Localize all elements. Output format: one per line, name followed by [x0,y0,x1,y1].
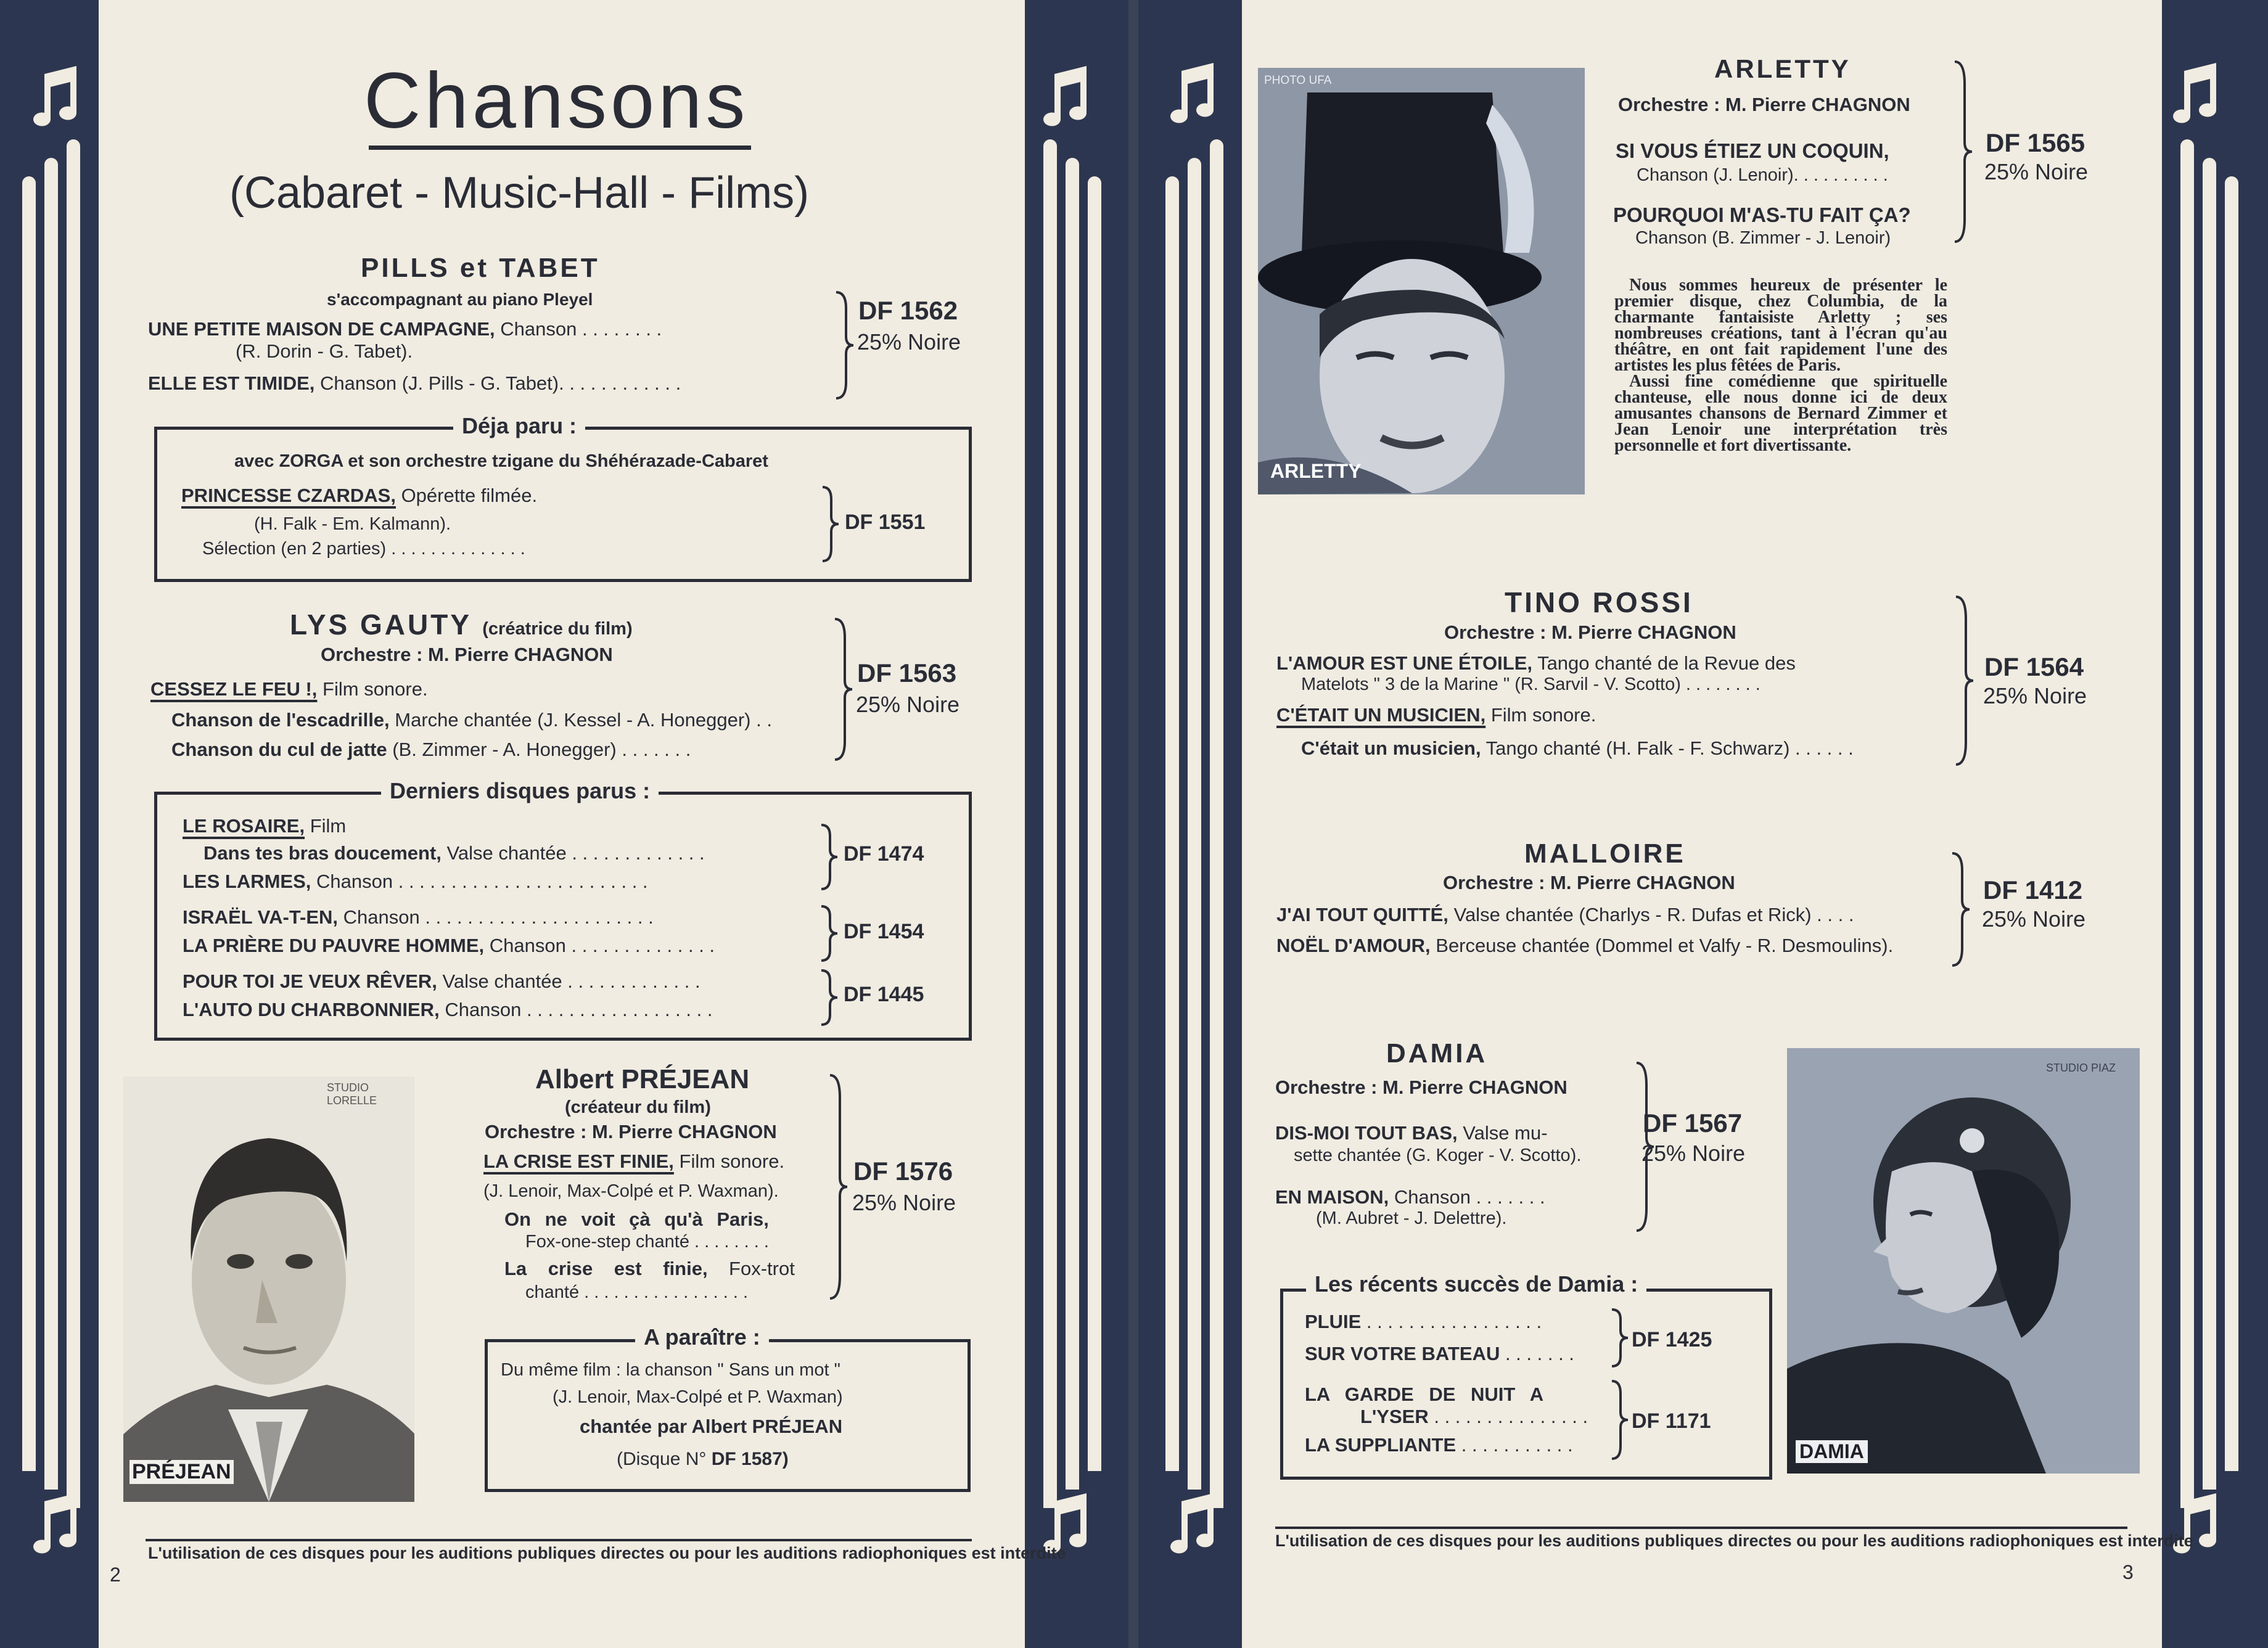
disc-price: 25% Noire [1982,906,2086,932]
orchestra-line: Orchestre : M. Pierre CHAGNON [1275,1076,1567,1098]
disc-price: 25% Noire [1983,683,2087,708]
track-line: ELLE EST TIMIDE, Chanson (J. Pills - G. Tabet). . . . . . . . . . . . [148,372,681,394]
page-heading: Chansons [364,57,749,145]
brace [1951,594,1976,767]
track-line: EN MAISON, Chanson . . . . . . . [1275,1186,1545,1208]
music-note-icon [1163,1492,1218,1560]
box-line: Du même film : la chanson " Sans un mot " [501,1360,840,1380]
brace [818,904,840,963]
photo-credit: STUDIO LORELLE [327,1081,377,1107]
disc-number: DF 1563 [857,658,957,687]
artist-heading: PILLS et TABET [361,253,600,283]
brace [1950,59,1974,244]
track-line: SUR VOTRE BATEAU . . . . . . . [1305,1343,1574,1364]
artist-subtitle: s'accompagnant au piano Pleyel [327,290,593,309]
damia-photo [1787,1048,2140,1474]
track-line: UNE PETITE MAISON DE CAMPAGNE, Chanson . . . . . . . . [148,318,662,340]
music-note-icon [1163,62,1218,129]
footer-rule [146,1539,972,1541]
spine [1128,0,1138,1648]
track-credits: Matelots " 3 de la Marine " (R. Sarvil - V. Scotto) . . . . . . . . [1301,674,1761,694]
brace [831,290,856,401]
box-header: A paraître : [635,1324,769,1350]
artist-note: (créateur du film) [565,1097,711,1117]
track-line: On ne voit çà qu'à Paris, [504,1208,769,1230]
track-credits: (M. Aubret - J. Delettre). [1316,1208,1507,1228]
track-credits: (H. Falk - Em. Kalmann). [254,514,451,534]
orchestra-line: Orchestre : M. Pierre CHAGNON [485,1121,777,1142]
brace [830,617,855,762]
disc-number: DF 1171 [1632,1409,1711,1433]
track-line: LA CRISE EST FINIE, Film sonore. [483,1150,785,1172]
track-line: PRINCESSE CZARDAS, Opérette filmée. [181,485,538,506]
track-line: Dans tes bras doucement, Valse chantée . . . . . . . . . . . . . [203,842,705,864]
disc-number: DF 1454 [844,920,924,943]
artist-heading: DAMIA [1386,1038,1488,1068]
portrait-image [1787,1048,2140,1474]
music-note-icon [1036,65,1091,133]
footer-notice: L'utilisation de ces disques pour les auditions publiques directes ou pour les auditions radiophoniques est interdite [148,1544,1066,1562]
disc-number: DF 1562 [858,296,958,325]
box-line: (Disque N° DF 1587) [617,1449,789,1469]
brace [1947,851,1972,968]
page-number: 2 [110,1564,121,1586]
disc-price: 25% Noire [1641,1141,1746,1166]
brace [818,968,840,1027]
artist-heading: MALLOIRE [1524,838,1686,869]
disc-price: 25% Noire [856,692,960,717]
box-intro: avec ZORGA et son orchestre tzigane du Shéhérazade-Cabaret [234,451,768,471]
track-line: Sélection (en 2 parties) . . . . . . . . . . . . . . [202,539,525,559]
heading-underline [369,146,751,150]
right-band-inner [1138,0,1242,1648]
disc-number: DF 1576 [853,1157,953,1186]
disc-number: DF 1412 [1983,875,2083,904]
brace [1608,1307,1630,1369]
track-line: Chanson de l'escadrille, Marche chantée (J. Kessel - A. Honegger) . . [171,709,772,731]
disc-number: DF 1425 [1632,1328,1712,1351]
track-line: L'AMOUR EST UNE ÉTOILE, Tango chanté de la Revue des [1276,652,1796,674]
disc-number: DF 1445 [844,983,924,1006]
orchestra-line: Orchestre : M. Pierre CHAGNON [1443,872,1735,893]
arletty-blurb: Nous sommes heureux de présenter le premier disque, chez Columbia, de la charmante fantaisiste Arletty ; ses nombreuses créations, tant à l'écran qu'au théâtre, en ont fait rapidement l'une des artistes les plus fêtées de Paris. Aussi fine comédienne que spirituelle chanteuse, elle nous donne ici de deux amusantes chansons de Bernard Zimmer et Jean Lenoir une interprétation très personnelle et fort divertissante. [1614,276,1947,455]
disc-number: DF 1551 [845,510,926,534]
track-line: LE ROSAIRE, Film [183,815,347,837]
photo-caption: PRÉJEAN [129,1460,234,1484]
photo-caption: DAMIA [1796,1440,1868,1463]
track-line: PLUIE . . . . . . . . . . . . . . . . . [1305,1311,1542,1332]
artist-heading: Albert PRÉJEAN [535,1064,750,1094]
right-page [1138,0,2268,1648]
box-header: Déja paru : [453,413,585,439]
box-header: Derniers disques parus : [381,778,659,804]
box-header: Les récents succès de Damia : [1306,1271,1646,1297]
photo-credit: PHOTO UFA [1264,74,1332,87]
disc-number: DF 1565 [1986,128,2085,157]
page-number: 3 [2122,1561,2134,1583]
track-credits: (J. Lenoir, Max-Colpé et P. Waxman). [483,1181,779,1201]
track-credits: Chanson (B. Zimmer - J. Lenoir) [1635,228,1891,248]
disc-price: 25% Noire [857,329,961,355]
left-band-inner [1025,0,1128,1648]
track-line: L'YSER . . . . . . . . . . . . . . . [1360,1406,1588,1427]
track-line: Fox-one-step chanté . . . . . . . . [525,1232,769,1252]
track-line: DIS-MOI TOUT BAS, Valse mu- [1275,1122,1548,1144]
track-line: chanté . . . . . . . . . . . . . . . . . [525,1282,749,1302]
portrait-image [1258,68,1585,494]
photo-credit: STUDIO PIAZ [2046,1062,2116,1074]
orchestra-line: Orchestre : M. Pierre CHAGNON [1618,94,1910,115]
track-line: C'était un musicien, Tango chanté (H. Falk - F. Schwarz) . . . . . . [1301,737,1854,759]
brace [819,485,841,564]
box-line: chantée par Albert PRÉJEAN [580,1416,843,1437]
track-credits: Chanson (J. Lenoir). . . . . . . . . . [1637,165,1888,185]
music-note-icon [26,65,81,133]
artist-heading: ARLETTY [1714,54,1851,83]
track-line: C'ÉTAIT UN MUSICIEN, Film sonore. [1276,704,1596,726]
artist-heading: LYS GAUTY (créatrice du film) [290,609,633,641]
orchestra-line: Orchestre : M. Pierre CHAGNON [1444,621,1736,643]
track-credits: (R. Dorin - G. Tabet). [236,340,413,362]
orchestra-line: Orchestre : M. Pierre CHAGNON [321,644,613,665]
music-note-icon [26,1492,81,1560]
disc-price: 25% Noire [852,1190,956,1215]
track-line: ISRAËL VA-T-EN, Chanson . . . . . . . . . . . . . . . . . . . . . . [183,906,654,928]
page-subheading: (Cabaret - Music-Hall - Films) [229,168,810,218]
music-note-icon [2166,62,2221,129]
portrait-image [123,1076,414,1502]
right-band-outer [2162,0,2268,1648]
box-line: (J. Lenoir, Max-Colpé et P. Waxman) [553,1387,843,1407]
track-line: J'AI TOUT QUITTÉ, Valse chantée (Charlys - R. Dufas et Rick) . . . . [1276,904,1854,925]
brace [818,822,840,892]
track-line: LA GARDE DE NUIT A [1305,1384,1544,1405]
disc-number: DF 1474 [844,842,924,866]
brace [825,1073,850,1301]
brace [1608,1379,1630,1461]
track-line: LA PRIÈRE DU PAUVRE HOMME, Chanson . . . . . . . . . . . . . . [183,935,715,956]
arletty-photo [1258,68,1585,494]
track-line: POUR TOI JE VEUX RÊVER, Valse chantée . . . . . . . . . . . . . [183,970,701,992]
track-line: SI VOUS ÉTIEZ UN COQUIN, [1616,139,1889,162]
left-page [0,0,1128,1648]
photo-caption: ARLETTY [1270,460,1362,482]
artist-heading: TINO ROSSI [1505,586,1693,618]
disc-number: DF 1564 [1984,652,2084,681]
track-line: Chanson du cul de jatte (B. Zimmer - A. Honegger) . . . . . . . [171,739,691,760]
track-line: NOËL D'AMOUR, Berceuse chantée (Dommel et Valfy - R. Desmoulins). [1276,935,1894,956]
left-band-outer [0,0,99,1648]
track-line: POURQUOI M'AS-TU FAIT ÇA? [1613,203,1911,226]
track-line: CESSEZ LE FEU !, Film sonore. [150,678,428,700]
track-line: L'AUTO DU CHARBONNIER, Chanson . . . . . . . . . . . . . . . . . . [183,999,713,1020]
footer-notice: L'utilisation de ces disques pour les auditions publiques directes ou pour les auditions radiophoniques est interdite [1275,1531,2193,1550]
track-line: LES LARMES, Chanson . . . . . . . . . . . . . . . . . . . . . . . . [183,871,648,892]
prejean-photo [123,1076,414,1502]
track-line: LA SUPPLIANTE . . . . . . . . . . . [1305,1434,1573,1456]
track-credits: sette chantée (G. Koger - V. Scotto). [1294,1146,1582,1165]
disc-number: DF 1567 [1643,1109,1743,1138]
track-line: La crise est finie, Fox-trot [504,1258,795,1279]
disc-price: 25% Noire [1984,159,2089,184]
footer-rule [1275,1527,2127,1529]
